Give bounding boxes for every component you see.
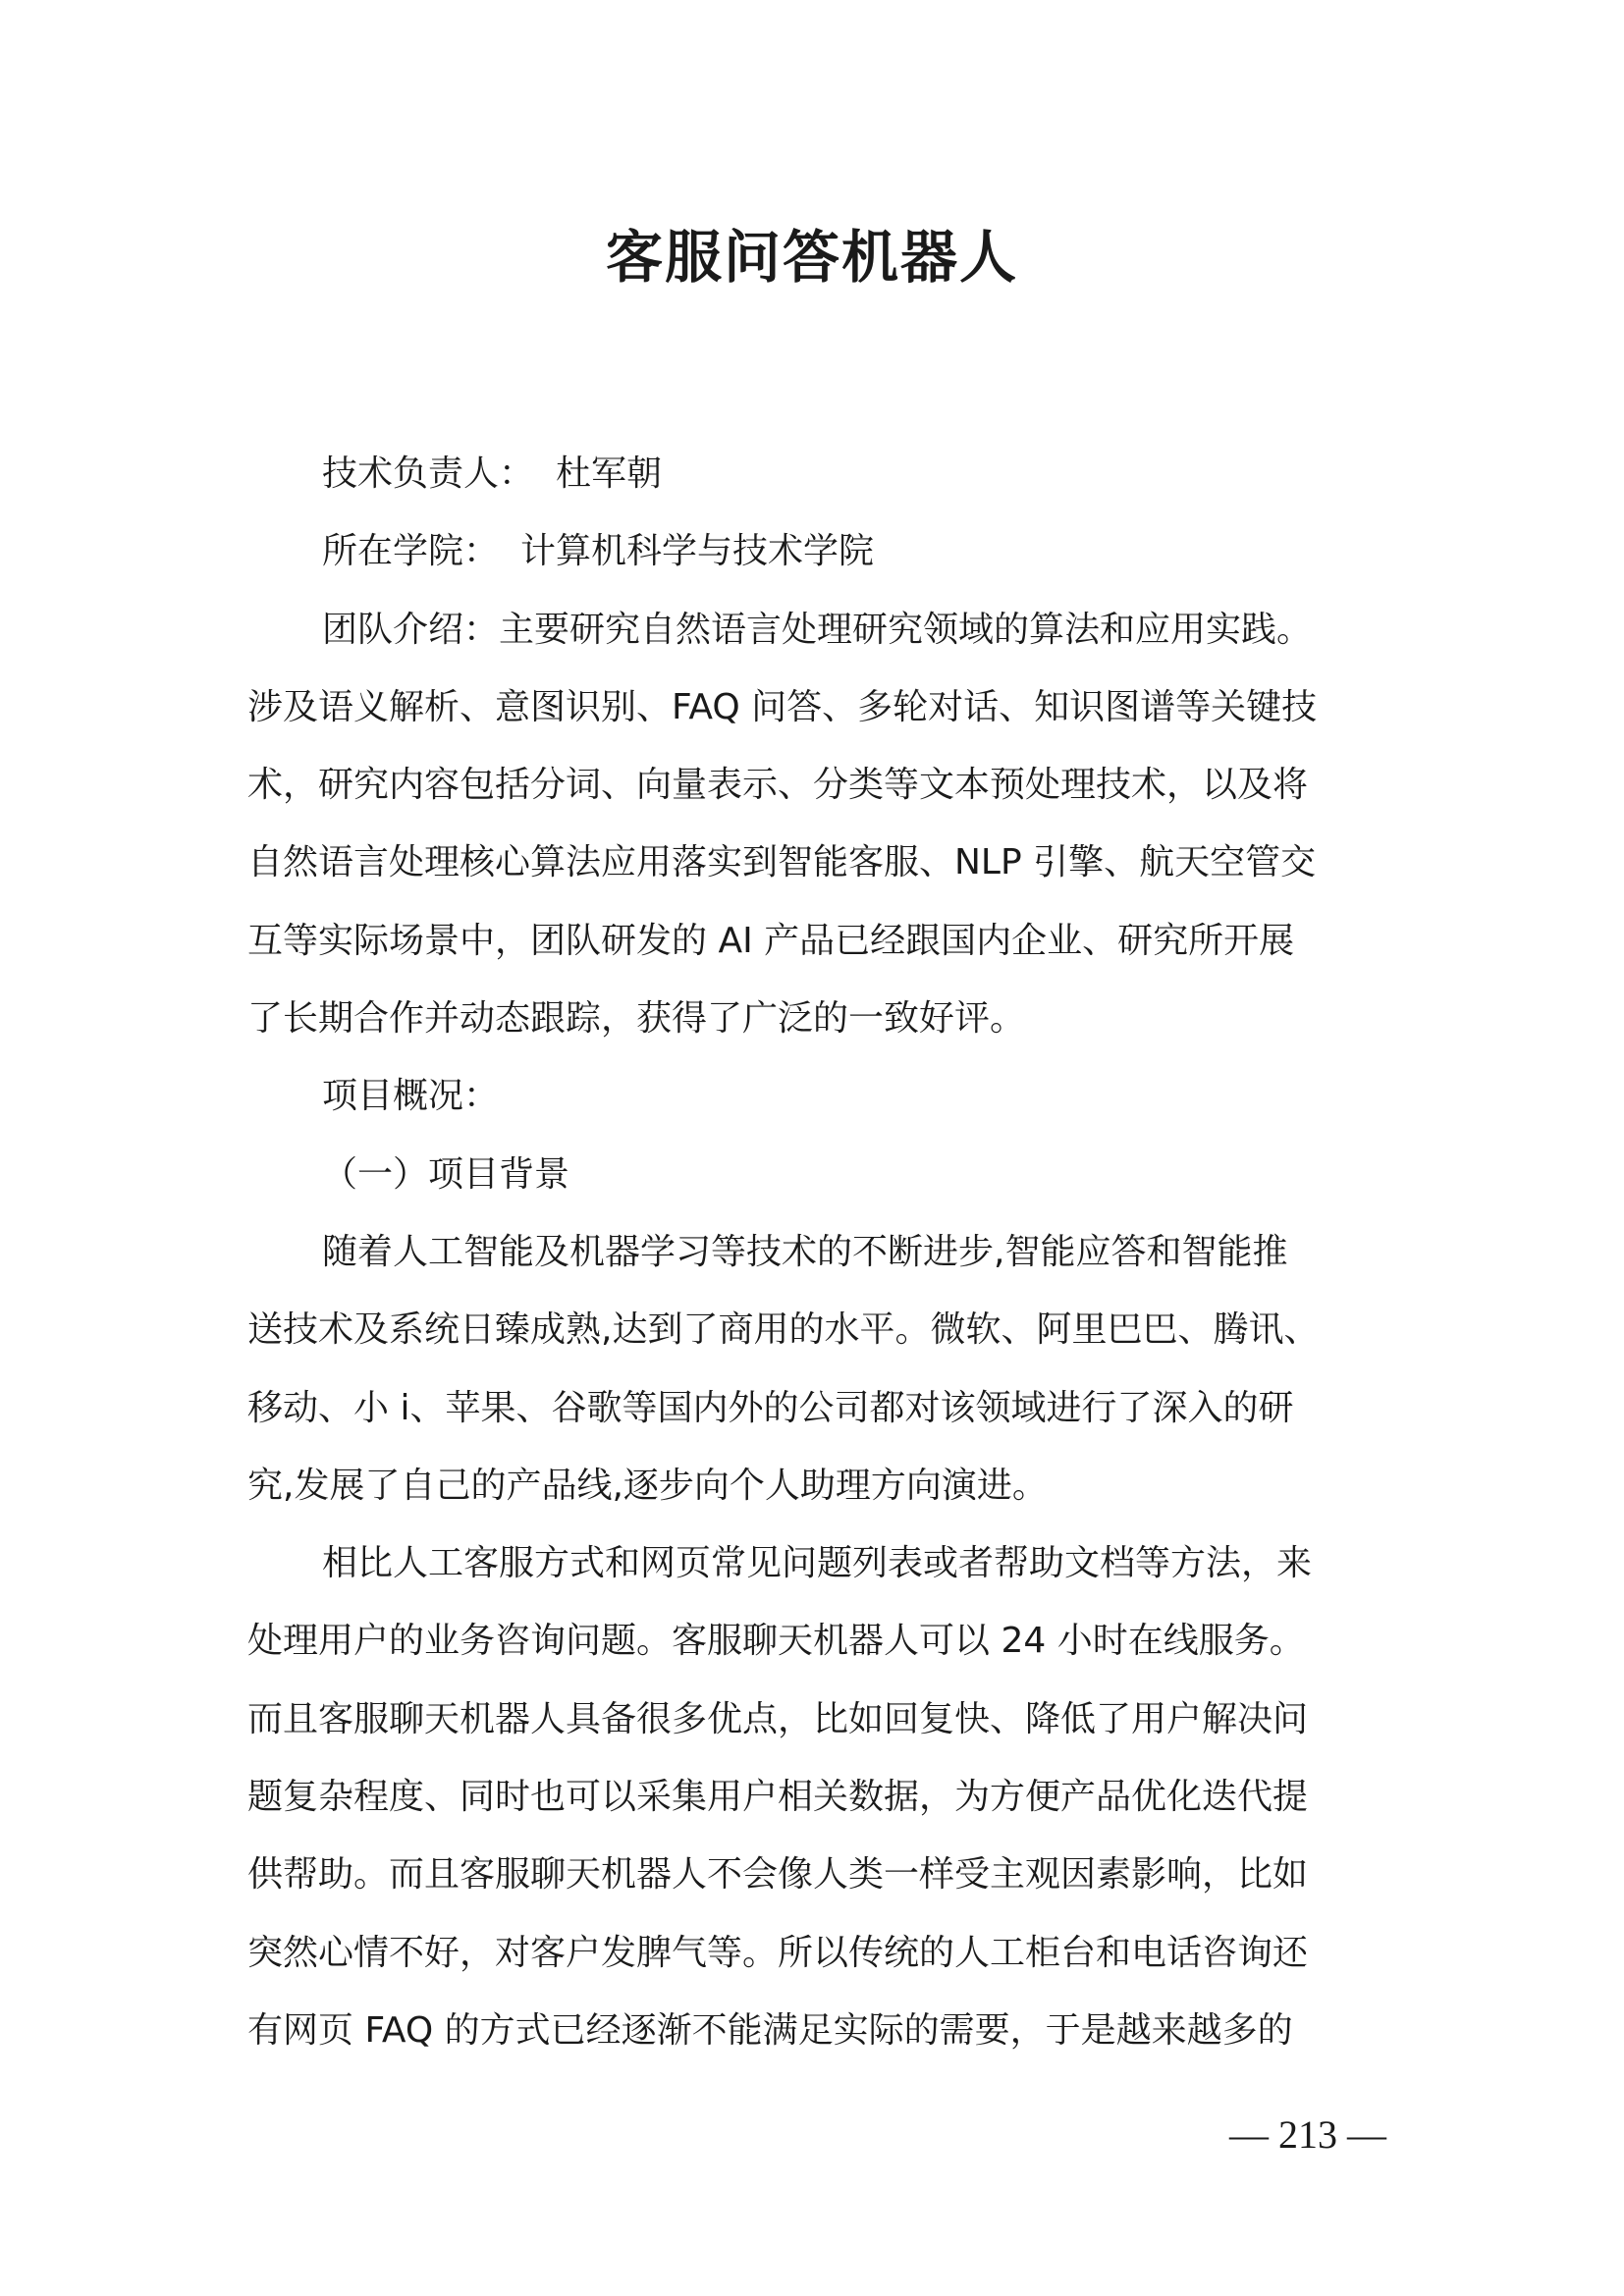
tech-lead-value: 杜军朝 [556,454,663,494]
text-line: 处理用户的业务咨询问题。客服聊天机器人可以 24 小时在线服务。 [247,1621,1305,1662]
college-value: 计算机科学与技术学院 [520,531,875,572]
tech-lead-line [247,435,1386,512]
text-line: 移动、小 i、苹果、谷歌等国内外的公司都对该领域进行了深入的研 [247,1387,1294,1428]
text-line: 了长期合作并动态跟踪，获得了广泛的一致好评。 [247,998,1026,1040]
page-number: — 213 — [1229,2112,1386,2157]
text-line: 互等实际场景中，团队研发的 AI 产品已经跟国内企业、研究所开展 [247,920,1295,961]
text-line: 突然心情不好，对客户发脾气等。所以传统的人工柜台和电话咨询还 [247,1932,1309,1973]
tech-lead-label: 技术负责人： [322,454,535,494]
text-line: 究,发展了自己的产品线,逐步向个人助理方向演进。 [247,1465,1048,1506]
document-body [247,435,1386,2069]
subsection-heading: （一）项目背景 [322,1153,570,1195]
text-line: 随着人工智能及机器学习等技术的不断进步,智能应答和智能推 [322,1231,1288,1272]
text-line: 团队介绍：主要研究自然语言处理研究领域的算法和应用实践。 [322,609,1313,650]
text-line: 而且客服聊天机器人具备很多优点，比如回复快、降低了用户解决问 [247,1698,1309,1739]
text-line: 自然语言处理核心算法应用落实到智能客服、NLP 引擎、航天空管交 [247,842,1317,883]
text-line: 术，研究内容包括分词、向量表示、分类等文本预处理技术，以及将 [247,765,1309,806]
text-line: 送技术及系统日臻成熟,达到了商用的水平。微软、阿里巴巴、腾讯、 [247,1309,1320,1351]
college-line [247,512,1386,590]
text-line: 题复杂程度、同时也可以采集用户相关数据，为方便产品优化迭代提 [247,1777,1309,1818]
text-line: 供帮助。而且客服聊天机器人不会像人类一样受主观因素影响，比如 [247,1854,1309,1896]
text-line: 涉及语义解析、意图识别、FAQ 问答、多轮对话、知识图谱等关键技 [247,686,1318,727]
college-label: 所在学院： [322,531,500,572]
document-title: 客服问答机器人 [605,224,1018,291]
text-line: 有网页 FAQ 的方式已经逐渐不能满足实际的需要，于是越来越多的 [247,2009,1293,2051]
section-heading: 项目概况： [322,1076,500,1117]
text-line: 相比人工客服方式和网页常见问题列表或者帮助文档等方法，来 [322,1543,1313,1584]
